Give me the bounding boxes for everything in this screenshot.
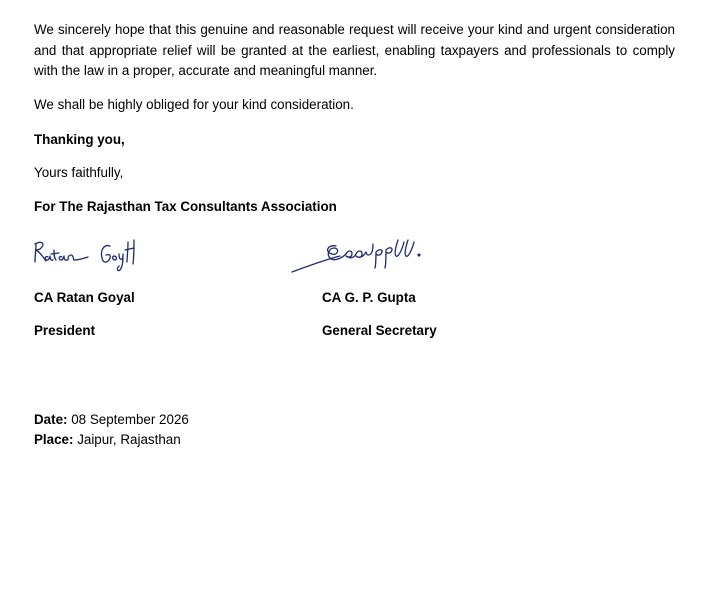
date-value: 08 September 2026	[71, 412, 189, 427]
yours-faithfully-line: Yours faithfully,	[34, 165, 124, 180]
association-line: For The Rajasthan Tax Consultants Association	[34, 199, 337, 214]
obliged-line: We shall be highly obliged for your kind consideration.	[34, 97, 354, 112]
thanks-line: Thanking you,	[34, 132, 125, 147]
signature-ratan-goyal	[30, 232, 148, 272]
place-line	[34, 431, 181, 449]
date-line	[34, 411, 189, 429]
place-value: Jaipur, Rajasthan	[77, 432, 181, 447]
signatory-title-left: President	[34, 323, 96, 338]
signatory-name-left: CA Ratan Goyal	[34, 290, 135, 305]
place-label: Place:	[34, 432, 74, 447]
date-label: Date:	[34, 412, 68, 427]
closing-paragraph: We sincerely hope that this genuine and reasonable request will receive your kind and urgent consideration and that appropriate relief will be granted at the earliest, enabling taxpayers and professionals to comply with the law in a proper, accurate and meaningful manner.	[34, 22, 675, 78]
signatory-title-right: General Secretary	[322, 323, 437, 338]
signature-gp-gupta	[290, 232, 430, 276]
signatory-name-right: CA G. P. Gupta	[322, 290, 416, 305]
